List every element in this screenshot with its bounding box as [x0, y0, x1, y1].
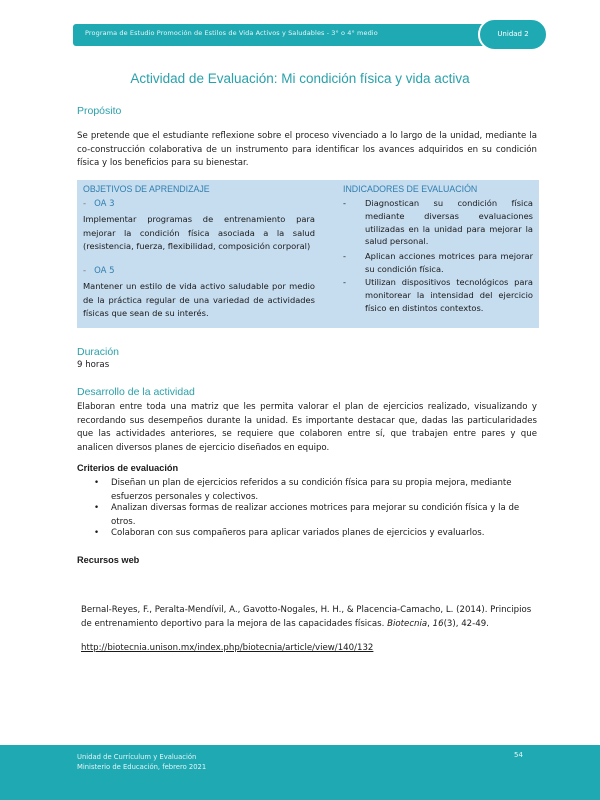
- bullet-icon: •: [94, 528, 100, 538]
- reference-journal: Biotecnia: [387, 618, 428, 629]
- criteria-text: Analizan diversas formas de realizar acciones motrices para mejorar su condición física y la de otros.: [111, 503, 520, 527]
- reference-text: Bernal-Reyes, F., Peralta-Mendívil, A., Gavotto-Nogales, H. H., & Placencia-Camacho, L. (2014). Principios de entrenamiento deportivo para la mejora de las capacidades físicas.: [81, 605, 532, 629]
- reference-citation: [81, 604, 541, 632]
- development-text: Elaboran entre toda una matriz que les permita valorar el plan de ejercicios realizado, visualizando y recordando sus desempeños durante la unidad. Es importante destacar que, dadas las particularidades que las actividades anteriores, se requiere que colaboren entre sí, que trabajen entre pares y que analicen diversos planes de ejercicio diseñados en equipo.: [77, 402, 537, 453]
- development-heading: Desarrollo de la actividad: [77, 386, 195, 398]
- oa-text-1: Implementar programas de entrenamiento para mejorar la condición física asociada a la salud (resistencia, fuerza, flexibilidad, composición corporal): [83, 214, 315, 251]
- indicator-text: Utilizan dispositivos tecnológicos para monitorear la intensidad del ejercicio físico en distintos contextos.: [365, 277, 533, 313]
- criteria-text: Colaboran con sus compañeros para aplicar variados planes de ejercicios y evaluarlos.: [111, 528, 485, 538]
- reference-separator: ,: [427, 618, 433, 629]
- bullet-icon: •: [94, 478, 100, 488]
- footer-unit: Unidad de Currículum y Evaluación: [77, 753, 197, 761]
- oa-code-label: OA 3: [94, 199, 115, 209]
- objectives-heading: OBJETIVOS DE APRENDIZAJE: [83, 184, 210, 194]
- purpose-text: Se pretende que el estudiante reflexione sobre el proceso vivenciado a lo largo de la unidad, mediante la co-construcción colaborativa de un instrumento para identificar los avances adquiridos en su condición física y los beneficios para su bienestar.: [77, 131, 537, 168]
- program-title: Programa de Estudio Promoción de Estilos de Vida Activos y Saludables - 3° o 4° medio: [85, 29, 378, 37]
- bullet-icon: •: [94, 503, 100, 513]
- criteria-heading: Criterios de evaluación: [77, 463, 179, 473]
- reference-volume: 16: [432, 618, 444, 629]
- dash-marker: -: [343, 251, 346, 261]
- page-number: 54: [514, 751, 523, 759]
- dash-marker: -: [343, 277, 346, 287]
- oa-code-label: OA 5: [94, 266, 115, 276]
- footer-ministry: Ministerio de Educación, febrero 2021: [77, 763, 207, 771]
- activity-title: Actividad de Evaluación: Mi condición física y vida activa: [130, 71, 470, 86]
- purpose-heading: Propósito: [77, 105, 122, 117]
- reference-pages: (3), 42-49.: [443, 618, 489, 629]
- duration-heading: Duración: [77, 346, 120, 358]
- indicator-text: Aplican acciones motrices para mejorar su condición física.: [365, 251, 533, 274]
- indicators-heading: INDICADORES DE EVALUACIÓN: [343, 184, 478, 194]
- reference-link[interactable]: http://biotecnia.unison.mx/index.php/biotecnia/article/view/140/132: [81, 643, 374, 653]
- dash-marker: -: [83, 266, 87, 276]
- indicator-text: Diagnostican su condición física mediante diversas evaluaciones utilizadas en la unidad para mejorar la salud personal.: [365, 198, 533, 247]
- oa-code-2: [83, 266, 115, 276]
- dash-marker: -: [83, 199, 87, 209]
- criteria-text: Diseñan un plan de ejercicios referidos a su condición física para su propia mejora, mediante esfuerzos personales y colectivos.: [111, 478, 512, 502]
- oa-code-1: [83, 199, 115, 209]
- oa-text-2: Mantener un estilo de vida activo saludable por medio de la práctica regular de una variedad de actividades físicas que sean de su interés.: [83, 281, 315, 318]
- unit-label: Unidad 2: [497, 30, 529, 38]
- unit-badge: [478, 18, 548, 51]
- resources-heading: Recursos web: [77, 555, 140, 565]
- duration-value: 9 horas: [77, 360, 110, 370]
- dash-marker: -: [343, 198, 346, 208]
